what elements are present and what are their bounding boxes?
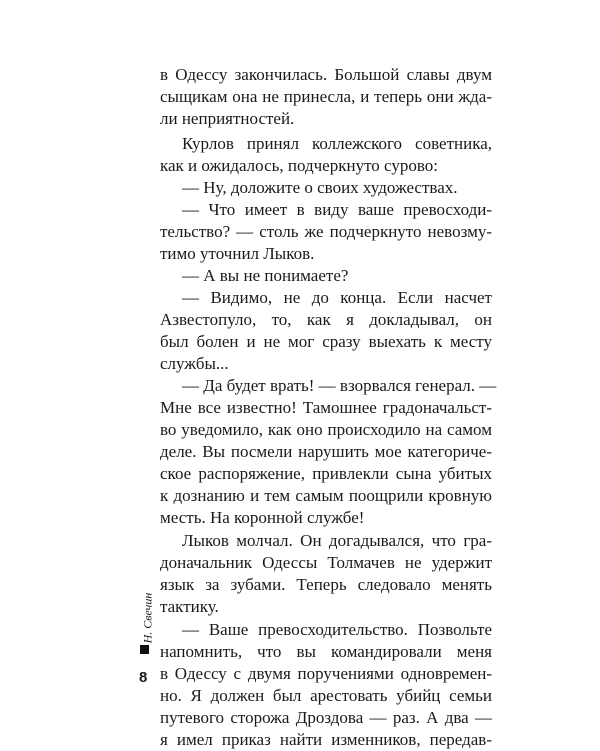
- text-line: путевого сторожа Дроздова — раз. А два —: [160, 708, 492, 727]
- text-line: Мне все известно! Тамошнее градоначальст-: [160, 398, 492, 417]
- text-line: как и ожидалось, подчеркнуто сурово:: [160, 156, 438, 175]
- text-line: был болен и не мог сразу выехать к месту: [160, 332, 492, 351]
- text-line: Лыков молчал. Он догадывался, что гра-: [182, 531, 492, 550]
- section-marker-square: [140, 645, 149, 654]
- text-line: — Ну, доложите о своих художествах.: [182, 178, 458, 197]
- text-line: — Да будет врать! — взорвался генерал. —: [182, 376, 497, 395]
- text-line: сыщикам она не принесла, и теперь они жда-: [160, 87, 492, 106]
- text-line: во уведомило, как оно происходило на самом: [160, 420, 492, 439]
- text-line: тактику.: [160, 597, 219, 616]
- text-line: к дознанию и тем самым поощрили кровную: [160, 486, 492, 505]
- text-line: Азвестопуло, то, как я докладывал, он: [160, 310, 492, 329]
- text-line: напомнить, что вы командировали меня: [160, 642, 492, 661]
- text-line: в Одессу с двумя поручениями одновремен-: [160, 664, 492, 683]
- text-line: но. Я должен был арестовать убийц семьи: [160, 686, 492, 705]
- page-number: 8: [139, 669, 148, 686]
- text-line: — Ваше превосходительство. Позвольте: [182, 620, 492, 639]
- text-line: Курлов принял коллежского советника,: [182, 134, 492, 153]
- text-line: — А вы не понимаете?: [182, 266, 349, 285]
- text-line: деле. Вы посмели нарушить мое категориче-: [160, 442, 492, 461]
- text-line: службы...: [160, 354, 229, 373]
- text-line: месть. На коронной службе!: [160, 508, 365, 527]
- text-line: в Одессу закончилась. Большой славы двум: [160, 65, 492, 84]
- text-line: тимо уточнил Лыков.: [160, 244, 315, 263]
- text-line: ское распоряжение, привлекли сына убитых: [160, 464, 492, 483]
- text-line: доначальник Одессы Толмачев не удержит: [160, 553, 492, 572]
- text-line: я имел приказ найти изменников, передав-: [160, 730, 492, 749]
- text-line: язык за зубами. Теперь следовало менять: [160, 575, 492, 594]
- text-line: — Что имеет в виду ваше превосходи-: [182, 200, 492, 219]
- author-running-head: Н. Свечин: [140, 592, 155, 644]
- text-line: ли неприятностей.: [160, 109, 295, 128]
- text-line: тельство? — столь же подчеркнуто невозму-: [160, 222, 492, 241]
- text-line: — Видимо, не до конца. Если насчет: [182, 288, 492, 307]
